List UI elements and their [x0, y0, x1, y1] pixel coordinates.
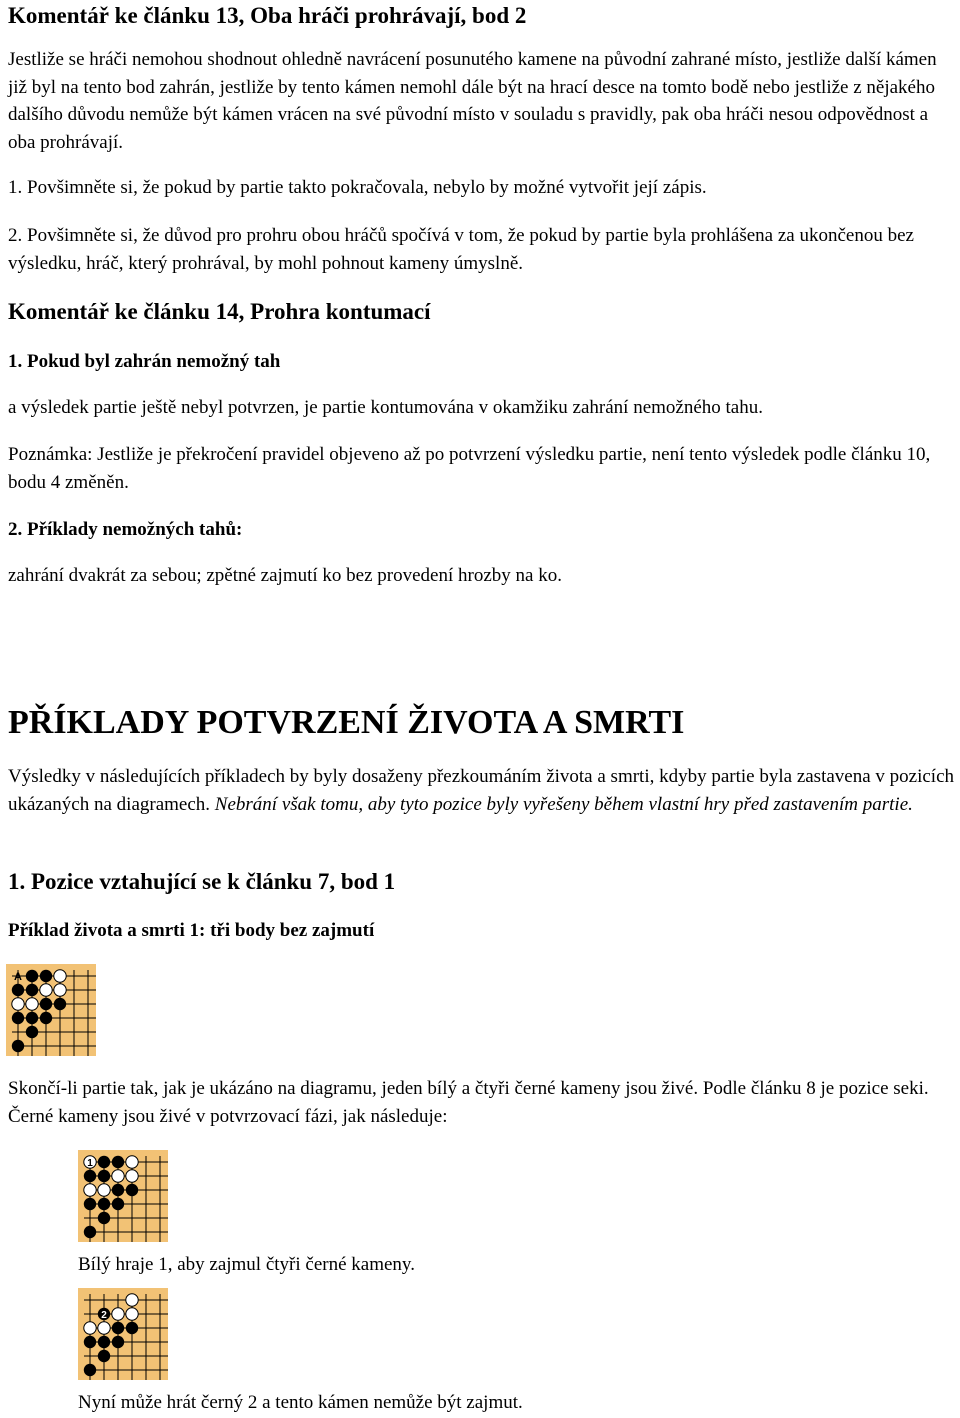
article-14-item-1-heading: 1. Pokud byl zahrán nemožný tah: [8, 351, 281, 372]
black-stone: [84, 1170, 96, 1182]
article-13-note-2: 2. Povšimněte si, že důvod pro prohru obou hráčů spočívá v tom, že pokud by partie byla prohlášena za ukončenou bez výsledku, hráč, který prohrával, by mohl pohnout kameny úmyslně.: [8, 225, 914, 274]
article-13-heading: Komentář ke článku 13, Oba hráči prohrávají, bod 2: [8, 3, 527, 28]
white-stone: [26, 998, 38, 1010]
black-stone: [112, 1322, 124, 1334]
black-stone: [84, 1226, 96, 1238]
move-number-2: 2: [101, 1310, 107, 1321]
article-14-remark: Poznámka: Jestliže je překročení pravidel objeveno až po potvrzení výsledku partie, není tento výsledek podle článku 10, bodu 4 změněn.: [8, 444, 931, 493]
article-14-item-1-text: a výsledek partie ještě nebyl potvrzen, je partie kontumována v okamžiku zahrání nemožného tahu.: [8, 397, 763, 418]
example-1-heading: Příklad života a smrti 1: tři body bez zajmutí: [8, 920, 375, 941]
white-stone: [54, 970, 66, 982]
examples-intro-italic: Nebrání však tomu, aby tyto pozice byly vyřešeny během vlastní hry před zastavením partie.: [214, 793, 913, 815]
white-stone: [126, 1308, 138, 1320]
white-stone: [98, 1184, 110, 1196]
black-stone: [12, 1012, 24, 1024]
point-label-a: A: [14, 971, 22, 983]
white-stone: [98, 1322, 110, 1334]
article-14-item-2-text: zahrání dvakrát za sebou; zpětné zajmutí ko bez provedení hrozby na ko.: [8, 565, 562, 586]
article-13-note-1: 1. Povšimněte si, že pokud by partie takto pokračovala, nebylo by možné vytvořit její zápis.: [8, 177, 707, 198]
black-stone: [126, 1184, 138, 1196]
white-stone: [126, 1294, 138, 1306]
black-stone: [98, 1156, 110, 1168]
go-diagram-a-svg: [6, 964, 96, 1056]
examples-title: PŘÍKLADY POTVRZENÍ ŽIVOTA A SMRTI: [8, 704, 685, 741]
white-stone: [12, 998, 24, 1010]
black-stone: [112, 1184, 124, 1196]
white-stone: [40, 984, 52, 996]
black-stone: [26, 984, 38, 996]
move-number-1: 1: [87, 1158, 93, 1169]
black-stone: [98, 1198, 110, 1210]
white-stone: [126, 1170, 138, 1182]
white-stone: [54, 984, 66, 996]
black-stone: [98, 1336, 110, 1348]
black-stone: [112, 1198, 124, 1210]
diagram-a-explanation: Skončí-li partie tak, jak je ukázáno na diagramu, jeden bílý a čtyři černé kameny jsou živé. Podle článku 8 je pozice seki. Černé kameny jsou živé v potvrzovací fázi, jak následuje:: [8, 1078, 929, 1127]
diagram-b-caption: Bílý hraje 1, aby zajmul čtyři černé kameny.: [78, 1254, 415, 1275]
go-diagram-c: [78, 1288, 168, 1380]
white-stone: [126, 1156, 138, 1168]
black-stone: [126, 1322, 138, 1334]
black-stone: [98, 1170, 110, 1182]
article-14-item-2-heading: 2. Příklady nemožných tahů:: [8, 519, 243, 540]
article-14-heading: Komentář ke článku 14, Prohra kontumací: [8, 299, 431, 324]
go-diagram-a: [6, 964, 96, 1056]
examples-intro-plain: Výsledky v následujících příkladech by byly dosaženy přezkoumáním života a smrti, kdyby partie byla zastavena v pozicích ukázaných na diagramech.: [8, 766, 955, 815]
black-stone: [98, 1212, 110, 1224]
black-stone: [40, 970, 52, 982]
black-stone: [84, 1198, 96, 1210]
white-stone: [112, 1308, 124, 1320]
diagram-c-caption: Nyní může hrát černý 2 a tento kámen nemůže být zajmut.: [78, 1392, 523, 1413]
position-heading: 1. Pozice vztahující se k článku 7, bod 1: [8, 869, 396, 894]
black-stone: [12, 984, 24, 996]
black-stone: [26, 1012, 38, 1024]
black-stone: [12, 1040, 24, 1052]
go-diagram-c-svg: [78, 1288, 168, 1380]
black-stone: [98, 1350, 110, 1362]
examples-intro: [8, 763, 954, 818]
white-stone: [84, 1322, 96, 1334]
black-stone: [54, 998, 66, 1010]
black-stone: [84, 1336, 96, 1348]
white-stone: [112, 1170, 124, 1182]
black-stone: [112, 1336, 124, 1348]
go-diagram-b-svg: [78, 1150, 168, 1242]
black-stone: [112, 1156, 124, 1168]
go-diagram-b: [78, 1150, 168, 1242]
black-stone: [84, 1364, 96, 1376]
white-stone: [84, 1184, 96, 1196]
black-stone: [40, 1012, 52, 1024]
black-stone: [26, 970, 38, 982]
black-stone: [26, 1026, 38, 1038]
article-13-paragraph: Jestliže se hráči nemohou shodnout ohledně navrácení posunutého kamene na původní zahrané místo, jestliže další kámen již byl na tento bod zahrán, jestliže by tento kámen nemohl dále být na hrací desce na tomto bodě nebo jestliže z nějakého dalšího důvodu nemůže být kámen vrácen na své původní místo v souladu s pravidly, pak oba hráči nesou odpovědnost a oba prohrávají.: [8, 49, 937, 153]
black-stone: [40, 998, 52, 1010]
